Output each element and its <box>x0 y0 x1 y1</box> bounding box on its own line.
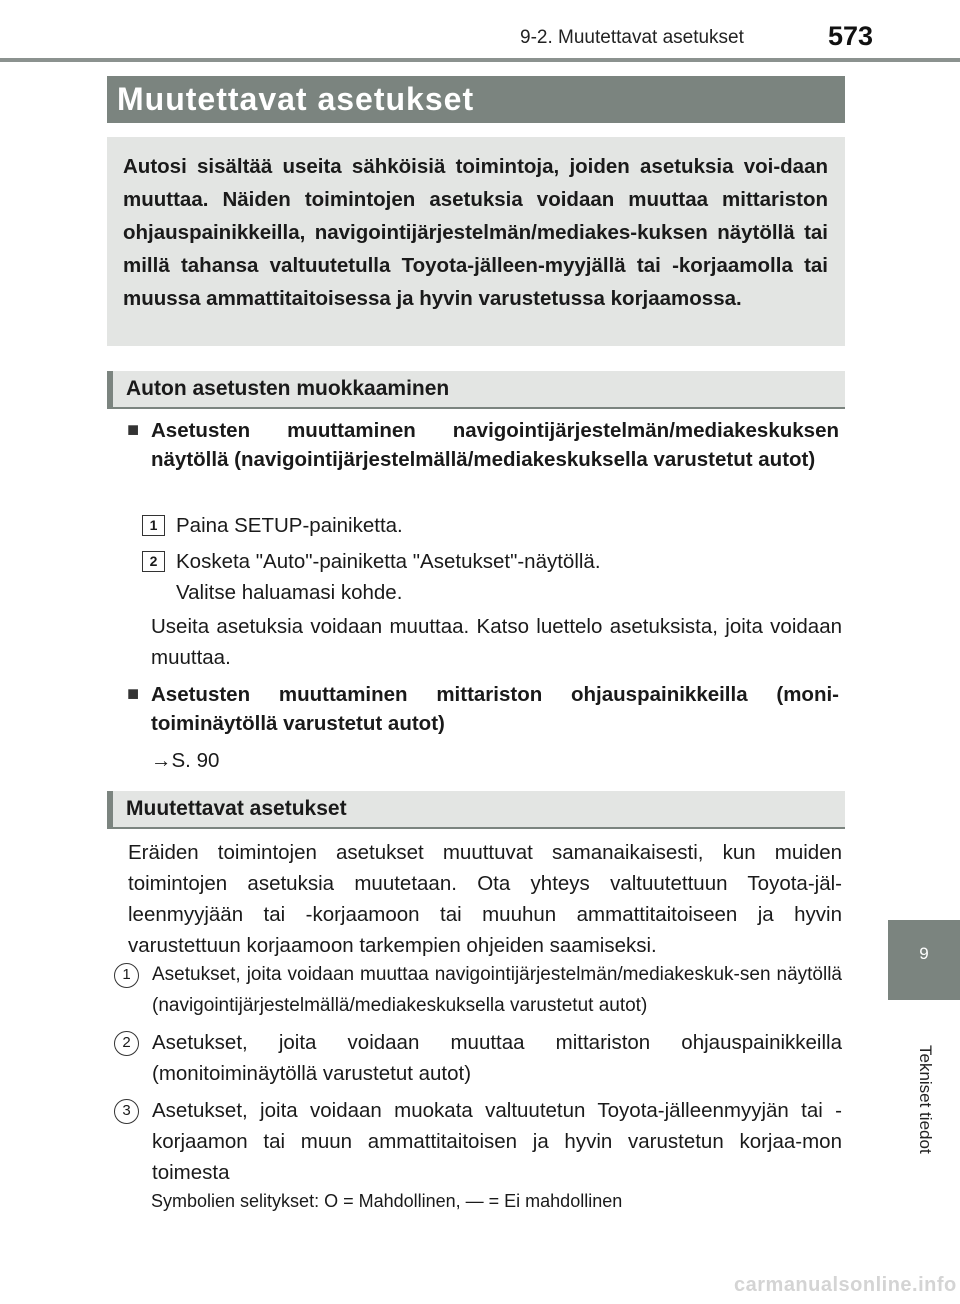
circled-number-1: 1 <box>114 963 139 988</box>
chapter-label: Tekniset tiedot <box>916 1045 935 1154</box>
body-paragraph: Eräiden toimintojen asetukset muuttuvat samanaikaisesti, kun muiden toimintojen asetuksia muutetaan. Ota yhteys valtuutettuun Toyota-jäl-leenmyyjään tai -korjaamoon tai muuhun ammattitaitoiseen ja hyvin varustettuun korjaamoon tarkempien ohjeiden saamiseksi. <box>128 841 842 957</box>
bullet-heading-navigation <box>127 416 839 474</box>
watermark: carmanualsonline.info <box>734 1274 957 1296</box>
symbol-legend: Symbolien selitykset: O = Mahdollinen, — = Ei mahdollinen <box>151 1191 623 1211</box>
chapter-number: 9 <box>919 944 929 963</box>
square-bullet-icon: ■ <box>127 683 140 705</box>
legend-item-1 <box>114 959 842 1021</box>
bullet-heading-text: Asetusten muuttaminen mittariston ohjauspainikkeilla (moni-toiminäytöllä varustetut autot) <box>151 683 839 735</box>
legend-item-3 <box>114 1095 842 1188</box>
legend-item-text: Asetukset, joita voidaan muuttaa mittariston ohjauspainikkeilla (monitoiminäytöllä varustetut autot) <box>152 1031 842 1085</box>
intro-box <box>107 137 845 346</box>
step-text: Paina SETUP-painiketta. <box>176 514 403 537</box>
bullet-heading-text: Asetusten muuttaminen navigointijärjestelmän/mediakeskuksen näytöllä (navigointijärjestelmällä/mediakeskuksella varustetut autot) <box>151 419 839 471</box>
subheading-text: Auton asetusten muokkaaminen <box>126 377 450 400</box>
legend-item-2 <box>114 1027 842 1089</box>
intro-text: Autosi sisältää useita sähköisiä toimintoja, joiden asetuksia voi-daan muuttaa. Näiden toimintojen asetuksia voidaan muuttaa mittariston ohjauspainikkeilla, navigointijärjestelmän/mediakes-kuksen näytöllä tai millä tahansa valtuutetulla Toyota-jälleen-myyjällä tai -korjaamolla tai muussa ammattitaitoisessa ja hyvin varustetussa korjaamossa. <box>123 155 828 310</box>
square-bullet-icon: ■ <box>127 419 140 441</box>
step-text-continued: Valitse haluamasi kohde. <box>176 581 403 604</box>
subheading-muutettavat-asetukset <box>107 791 845 829</box>
circled-number-2: 2 <box>114 1031 139 1056</box>
step-number-badge: 2 <box>142 551 165 572</box>
legend-item-text: Asetukset, joita voidaan muokata valtuutetun Toyota-jälleenmyyjän tai -korjaamon tai muun ammattitaitoisen ja hyvin varustetun korjaa-mon toimesta <box>152 1099 842 1184</box>
header-section-title: 9-2. Muutettavat asetukset <box>520 27 744 48</box>
circled-number-3: 3 <box>114 1099 139 1124</box>
step-number-badge: 1 <box>142 515 165 536</box>
step-2 <box>142 546 842 608</box>
bullet-heading-meter-controls <box>127 680 839 738</box>
step-1 <box>142 510 842 541</box>
step-text: Kosketa "Auto"-painiketta "Asetukset"-näytöllä. <box>176 550 601 573</box>
header-divider <box>0 58 960 62</box>
page-number: 573 <box>828 21 874 51</box>
chapter-tab[interactable] <box>888 920 960 1000</box>
page-reference-link[interactable]: →S. 90 <box>151 749 220 772</box>
note-paragraph: Useita asetuksia voidaan muuttaa. Katso luettelo asetuksista, joita voidaan muuttaa. <box>151 615 842 669</box>
page-title: Muutettavat asetukset <box>117 81 475 117</box>
legend-item-text: Asetukset, joita voidaan muuttaa navigointijärjestelmän/mediakeskuk-sen näytöllä (navigointijärjestelmällä/mediakeskuksella varustetut autot) <box>152 964 842 1016</box>
page-title-bar <box>107 76 845 123</box>
subheading-text: Muutettavat asetukset <box>126 797 347 820</box>
subheading-auton-asetusten-muokkaaminen <box>107 371 845 409</box>
